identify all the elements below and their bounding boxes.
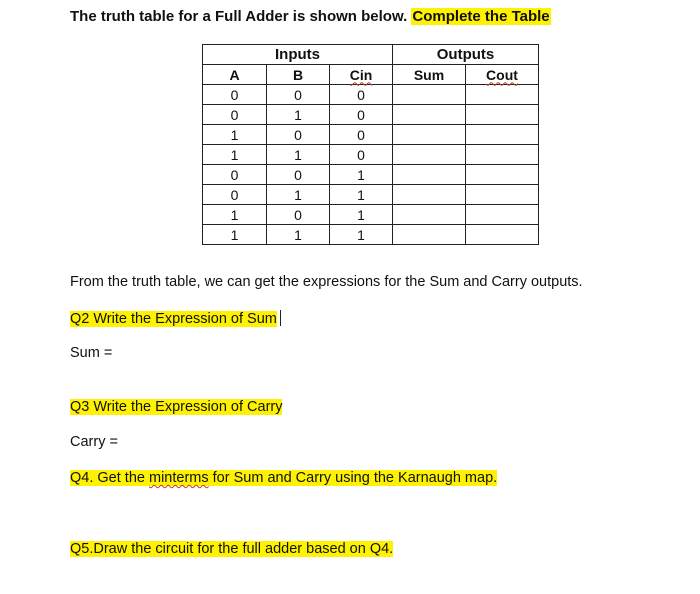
table-row: [203, 185, 539, 205]
outputs-header: Outputs: [393, 45, 539, 65]
cell-cout[interactable]: [466, 205, 539, 225]
title-text: The truth table for a Full Adder is shown below.: [70, 8, 412, 25]
q4-question: [70, 470, 497, 486]
cin-label: Cin: [349, 66, 373, 83]
q3-question: Q3 Write the Expression of Carry: [70, 399, 283, 415]
cell-cin: 1: [330, 225, 393, 245]
table-row: [203, 225, 539, 245]
cell-cout[interactable]: [466, 125, 539, 145]
cell-cout[interactable]: [466, 105, 539, 125]
table-row: [203, 205, 539, 225]
cell-b: 1: [267, 105, 330, 125]
cell-b: 1: [267, 185, 330, 205]
cell-sum[interactable]: [393, 105, 466, 125]
inputs-header: Inputs: [203, 45, 393, 65]
cell-a: 0: [203, 105, 267, 125]
cell-a: 0: [203, 85, 267, 105]
col-sum-header: Sum: [393, 65, 466, 85]
cell-a: 1: [203, 225, 267, 245]
cell-a: 1: [203, 145, 267, 165]
cell-sum[interactable]: [393, 145, 466, 165]
cell-cin: 0: [330, 85, 393, 105]
q4-minterms-word: minterms: [149, 470, 209, 486]
intro-paragraph: From the truth table, we can get the expressions for the Sum and Carry outputs.: [70, 274, 583, 290]
cell-cin: 0: [330, 125, 393, 145]
cell-sum[interactable]: [393, 165, 466, 185]
cell-a: 1: [203, 125, 267, 145]
q4-text-before: Q4. Get the: [70, 470, 149, 486]
table-row: [203, 85, 539, 105]
cell-sum[interactable]: [393, 185, 466, 205]
q2-text: Q2 Write the Expression of Sum: [70, 311, 277, 327]
cout-label: Cout: [486, 66, 518, 83]
cell-sum[interactable]: [393, 125, 466, 145]
q4-text-after: for Sum and Carry using the Karnaugh map.: [208, 470, 498, 486]
cell-cout[interactable]: [466, 225, 539, 245]
cell-a: 0: [203, 165, 267, 185]
col-cin-header: [330, 65, 393, 85]
column-header-row: [203, 65, 539, 85]
cell-cin: 1: [330, 165, 393, 185]
cell-sum[interactable]: [393, 225, 466, 245]
col-a-header: A: [203, 65, 267, 85]
cell-cout[interactable]: [466, 85, 539, 105]
cell-cout[interactable]: [466, 145, 539, 165]
cell-cout[interactable]: [466, 185, 539, 205]
sum-answer-label: Sum =: [70, 345, 113, 361]
text-cursor: [280, 310, 281, 326]
truth-table: [202, 44, 539, 245]
cell-cin: 0: [330, 145, 393, 165]
table-row: [203, 145, 539, 165]
q2-question: [70, 310, 281, 327]
cell-cin: 0: [330, 105, 393, 125]
group-header-row: [203, 45, 539, 65]
cell-cin: 1: [330, 185, 393, 205]
title-highlight: Complete the Table: [412, 8, 550, 25]
cell-b: 1: [267, 145, 330, 165]
cell-sum[interactable]: [393, 205, 466, 225]
col-b-header: B: [267, 65, 330, 85]
cell-b: 0: [267, 85, 330, 105]
col-cout-header: [466, 65, 539, 85]
cell-b: 1: [267, 225, 330, 245]
cell-cout[interactable]: [466, 165, 539, 185]
carry-answer-label: Carry =: [70, 434, 118, 450]
cell-a: 0: [203, 185, 267, 205]
cell-b: 0: [267, 125, 330, 145]
q5-question: Q5.Draw the circuit for the full adder based on Q4.: [70, 541, 394, 557]
cell-b: 0: [267, 205, 330, 225]
table-row: [203, 165, 539, 185]
table-row: [203, 105, 539, 125]
cell-sum[interactable]: [393, 85, 466, 105]
cell-b: 0: [267, 165, 330, 185]
table-row: [203, 125, 539, 145]
cell-cin: 1: [330, 205, 393, 225]
page-title: [70, 8, 551, 25]
cell-a: 1: [203, 205, 267, 225]
